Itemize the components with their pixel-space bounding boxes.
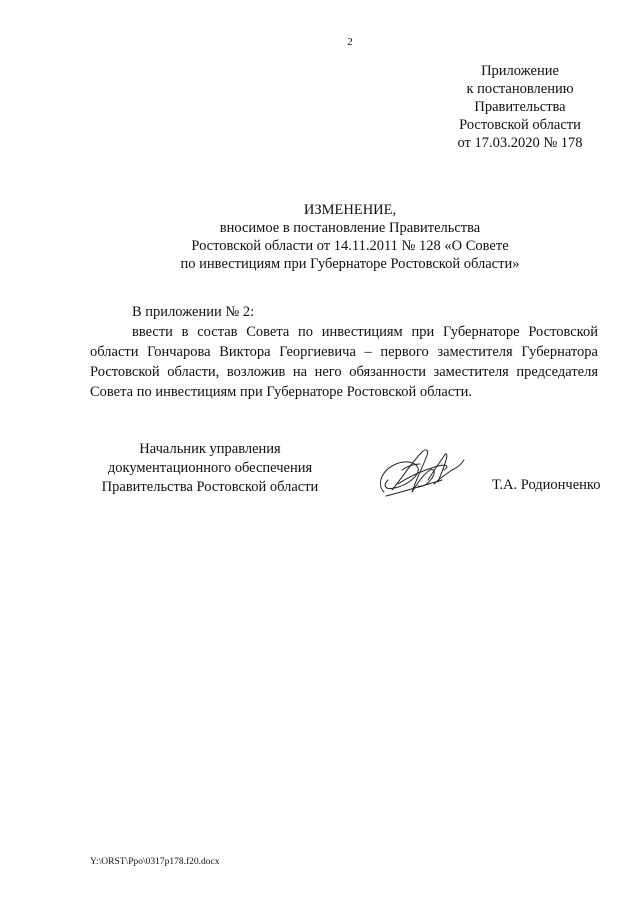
position-line: Начальник управления [139, 441, 281, 457]
position-line: Правительства Ростовской области [101, 479, 319, 495]
appendix-line: к постановлению [466, 81, 574, 97]
document-body [90, 302, 598, 402]
appendix-line: Правительства [474, 99, 566, 115]
title-heading: ИЗМЕНЕНИЕ, [303, 202, 397, 218]
title-line: вносимое в постановление Правительства [219, 220, 481, 236]
signatory-position [90, 440, 330, 497]
appendix-header [440, 62, 600, 152]
appendix-line: от 17.03.2020 № 178 [457, 135, 583, 151]
title-line: по инвестициям при Губернаторе Ростовской области» [180, 256, 520, 272]
body-intro: В приложении № 2: [132, 304, 255, 320]
appendix-line: Приложение [481, 63, 559, 79]
appendix-line: Ростовской области [459, 117, 581, 133]
page-number: 2 [347, 36, 353, 48]
position-line: документационного обеспечения [107, 460, 313, 476]
footer-file-path: Y:\ORST\Ppo\0317p178.f20.docx [90, 857, 220, 867]
title-line: Ростовской области от 14.11.2011 № 128 «О Совете [191, 238, 509, 254]
body-paragraph: ввести в состав Совета по инвестициям при Губернаторе Ростовской области Гончарова Виктора Георгиевича – первого заместителя Губернатора Ростовской области, возложив на него обязанности заместителя председателя Совета по инвестициям при Губернаторе Ростовской области. [90, 324, 598, 400]
handwritten-signature [372, 440, 468, 504]
signatory-name: Т.А. Родионченко [492, 477, 601, 493]
document-title [140, 201, 560, 273]
